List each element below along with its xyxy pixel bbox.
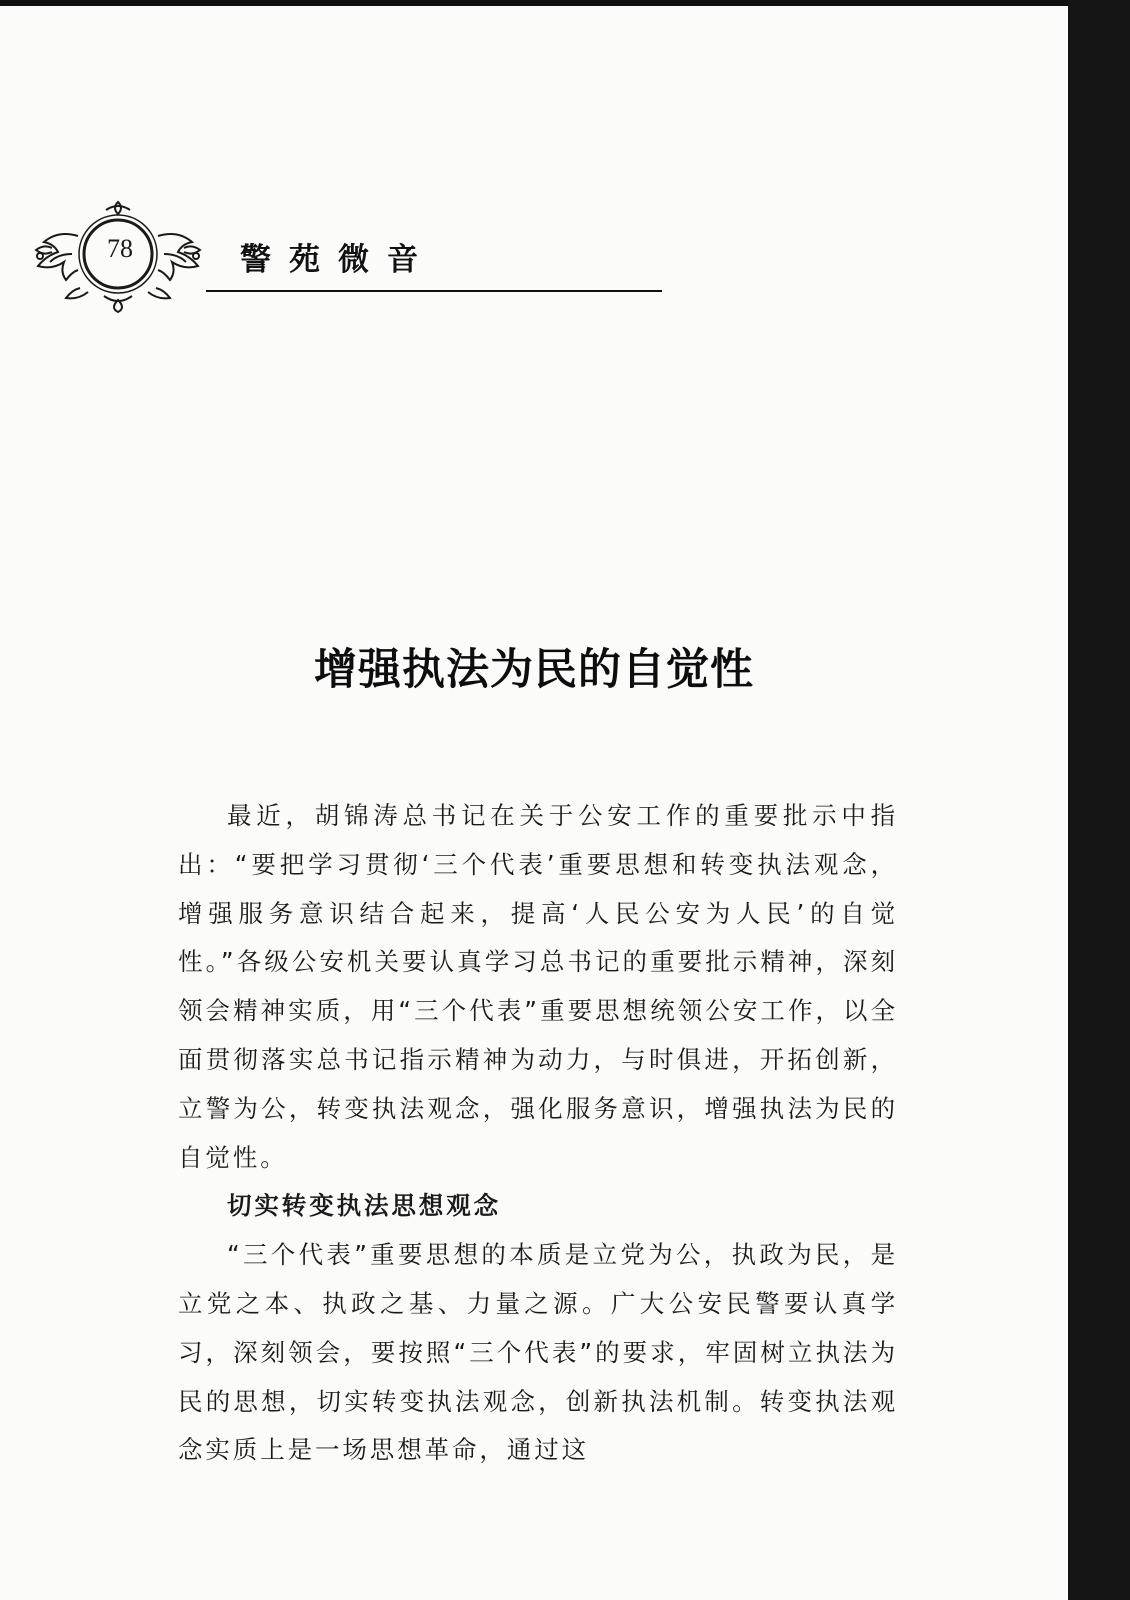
scan-right-edge [1068,0,1130,1600]
paragraph: 最近，胡锦涛总书记在关于公安工作的重要批示中指出：“要把学习贯彻‘三个代表’重要思想和转变执法观念，增强服务意识结合起来，提高‘人民公安为人民’的自觉性。”各级公安机关要认真学习总书记的重要批示精神，深刻领会精神实质，用“三个代表”重要思想统领公安工作，以全面贯彻落实总书记指示精神为动力，与时俱进，开拓创新，立警为公，转变执法观念，强化服务意识，增强执法为民的自觉性。 [178,801,898,1172]
running-title: 警苑微音 [240,242,436,278]
article-title: 增强执法为民的自觉性 [314,645,754,695]
page-number: 78 [107,234,133,263]
header-rule [206,290,662,292]
paragraph: “三个代表”重要思想的本质是立党为公，执政为民，是立党之本、执政之基、力量之源。广大公安民警要认真学习，深刻领会，要按照“三个代表”的要求，牢固树立执法为民的思想，切实转变执法观念，创新执法机制。转变执法观念实质上是一场思想革命，通过这 [178,1240,898,1465]
book-page [0,6,1068,1600]
section-heading: 切实转变执法思想观念 [227,1191,501,1221]
article-body [178,792,898,1475]
